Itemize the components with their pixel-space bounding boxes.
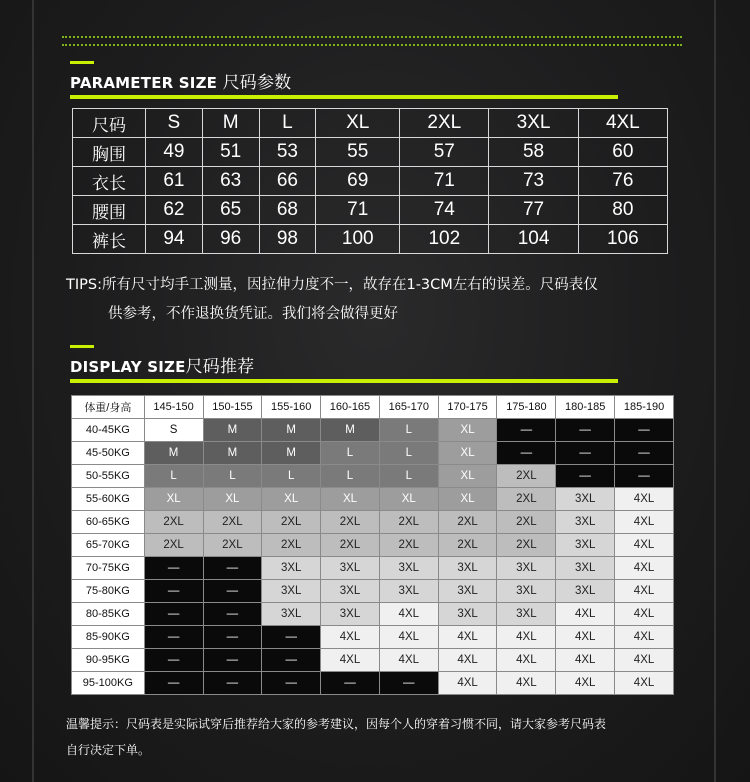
recommended-size-cell: 2XL — [144, 511, 203, 534]
recommended-size-cell: XL — [262, 488, 321, 511]
measure-value-cell: 96 — [202, 225, 259, 254]
tips-line-1: TIPS:所有尺寸均手工测量，因拉伸力度不一，故存在1-3CM左右的误差。尺码表仅 — [66, 277, 598, 293]
measure-value-cell: 74 — [400, 196, 489, 225]
no-size-cell: — — [144, 626, 203, 649]
no-size-cell: — — [262, 649, 321, 672]
recommended-size-cell: 3XL — [438, 580, 497, 603]
recommended-size-cell: 4XL — [615, 603, 674, 626]
measure-value-cell: 63 — [202, 167, 259, 196]
weight-range-label: 60-65KG — [72, 511, 145, 534]
size-row — [73, 225, 668, 254]
rec-row — [72, 419, 674, 442]
recommended-size-cell: L — [379, 465, 438, 488]
no-size-cell: — — [203, 649, 262, 672]
size-header-cell: M — [202, 109, 259, 138]
weight-range-label: 45-50KG — [72, 442, 145, 465]
recommended-size-cell: 3XL — [262, 580, 321, 603]
no-size-cell: — — [144, 580, 203, 603]
recommended-size-cell: 2XL — [321, 511, 380, 534]
header-label-cell: 尺码 — [73, 109, 146, 138]
no-size-cell: — — [203, 580, 262, 603]
recommended-size-cell: 2XL — [144, 534, 203, 557]
recommended-size-cell: 4XL — [556, 649, 615, 672]
recommended-size-cell: 3XL — [321, 580, 380, 603]
recommended-size-cell: M — [321, 419, 380, 442]
measure-value-cell: 71 — [400, 167, 489, 196]
weight-range-label: 80-85KG — [72, 603, 145, 626]
weight-range-label: 75-80KG — [72, 580, 145, 603]
no-size-cell: — — [556, 442, 615, 465]
recommended-size-cell: XL — [438, 488, 497, 511]
recommended-size-cell: 3XL — [556, 534, 615, 557]
no-size-cell: — — [203, 557, 262, 580]
recommended-size-cell: 4XL — [438, 626, 497, 649]
no-size-cell: — — [203, 626, 262, 649]
rec-row — [72, 511, 674, 534]
recommended-size-cell: XL — [438, 419, 497, 442]
recommended-size-cell: 4XL — [615, 580, 674, 603]
note-line-1: 温馨提示：尺码表是实际试穿后推荐给大家的参考建议，因每个人的穿着习惯不同，请大家参考尺码表 — [66, 717, 607, 731]
size-header-cell: 3XL — [489, 109, 578, 138]
recommended-size-cell: 4XL — [615, 649, 674, 672]
measure-value-cell: 71 — [316, 196, 400, 225]
note-line-2: 自行决定下单。 — [66, 743, 151, 757]
recommended-size-cell: 2XL — [497, 465, 556, 488]
recommended-size-cell: 3XL — [556, 511, 615, 534]
measure-value-cell: 49 — [146, 138, 203, 167]
recommended-size-cell: L — [144, 465, 203, 488]
height-range-header: 170-175 — [438, 396, 497, 419]
recommended-size-cell: L — [379, 419, 438, 442]
frame-line-left — [32, 0, 34, 782]
recommended-size-cell: 4XL — [379, 649, 438, 672]
no-size-cell: — — [144, 672, 203, 695]
recommended-size-cell: L — [321, 465, 380, 488]
rec-header-row — [72, 396, 674, 419]
weight-range-label: 65-70KG — [72, 534, 145, 557]
recommended-size-cell: M — [203, 442, 262, 465]
size-header-cell: L — [259, 109, 316, 138]
recommended-size-cell: L — [203, 465, 262, 488]
no-size-cell: — — [556, 465, 615, 488]
recommended-size-cell: 3XL — [556, 557, 615, 580]
recommended-size-cell: 2XL — [497, 488, 556, 511]
measure-label-cell: 裤长 — [73, 225, 146, 254]
heading-accent-tick — [70, 61, 94, 64]
heading-cn: 尺码推荐 — [185, 357, 255, 377]
rec-row — [72, 442, 674, 465]
recommended-size-cell: 3XL — [497, 603, 556, 626]
measure-value-cell: 55 — [316, 138, 400, 167]
rec-row — [72, 649, 674, 672]
measure-value-cell: 68 — [259, 196, 316, 225]
recommended-size-cell: 3XL — [379, 580, 438, 603]
height-range-header: 150-155 — [203, 396, 262, 419]
measure-value-cell: 62 — [146, 196, 203, 225]
frame-line-right — [714, 0, 716, 782]
heading-accent-tick — [70, 345, 94, 348]
recommended-size-cell: L — [379, 442, 438, 465]
recommended-size-cell: M — [262, 442, 321, 465]
measure-label-cell: 腰围 — [73, 196, 146, 225]
recommended-size-cell: XL — [321, 488, 380, 511]
weight-range-label: 55-60KG — [72, 488, 145, 511]
height-range-header: 165-170 — [379, 396, 438, 419]
rec-row — [72, 672, 674, 695]
recommended-size-cell: 3XL — [497, 557, 556, 580]
measure-value-cell: 80 — [578, 196, 667, 225]
recommended-size-cell: 2XL — [497, 511, 556, 534]
recommended-size-cell: 4XL — [556, 626, 615, 649]
recommended-size-cell: 3XL — [438, 557, 497, 580]
weight-range-label: 95-100KG — [72, 672, 145, 695]
recommended-size-cell: 4XL — [615, 557, 674, 580]
rec-row — [72, 465, 674, 488]
measure-value-cell: 100 — [316, 225, 400, 254]
recommended-size-cell: 2XL — [203, 534, 262, 557]
heading-en: DISPLAY SIZE — [70, 358, 186, 376]
measure-value-cell: 65 — [202, 196, 259, 225]
recommended-size-cell: 2XL — [379, 534, 438, 557]
recommended-size-cell: 3XL — [497, 580, 556, 603]
size-header-cell: S — [146, 109, 203, 138]
recommended-size-cell: 4XL — [615, 511, 674, 534]
recommended-size-cell: 4XL — [615, 488, 674, 511]
measure-value-cell: 94 — [146, 225, 203, 254]
no-size-cell: — — [203, 672, 262, 695]
recommended-size-cell: L — [262, 465, 321, 488]
recommended-size-cell: 2XL — [262, 511, 321, 534]
heading-underline — [70, 95, 618, 99]
size-recommendation-table — [71, 395, 674, 695]
recommended-size-cell: M — [203, 419, 262, 442]
no-size-cell: — — [262, 626, 321, 649]
size-header-cell: 4XL — [578, 109, 667, 138]
recommended-size-cell: 4XL — [556, 672, 615, 695]
measure-label-cell: 衣长 — [73, 167, 146, 196]
rec-row — [72, 580, 674, 603]
recommended-size-cell: 3XL — [438, 603, 497, 626]
height-range-header: 145-150 — [144, 396, 203, 419]
size-header-cell: 2XL — [400, 109, 489, 138]
size-header-cell: XL — [316, 109, 400, 138]
heading-en: PARAMETER SIZE — [70, 74, 218, 92]
rec-row — [72, 557, 674, 580]
recommended-size-cell: 3XL — [556, 488, 615, 511]
recommended-size-cell: 3XL — [321, 557, 380, 580]
size-row — [73, 138, 668, 167]
height-range-header: 175-180 — [497, 396, 556, 419]
recommended-size-cell: 3XL — [321, 603, 380, 626]
weight-range-label: 85-90KG — [72, 626, 145, 649]
recommended-size-cell: 2XL — [497, 534, 556, 557]
recommended-size-cell: 2XL — [379, 511, 438, 534]
rec-row — [72, 603, 674, 626]
recommended-size-cell: 3XL — [379, 557, 438, 580]
rec-row — [72, 488, 674, 511]
weight-range-label: 90-95KG — [72, 649, 145, 672]
measure-value-cell: 66 — [259, 167, 316, 196]
no-size-cell: — — [262, 672, 321, 695]
weight-range-label: 70-75KG — [72, 557, 145, 580]
recommended-size-cell: XL — [379, 488, 438, 511]
measure-value-cell: 51 — [202, 138, 259, 167]
dotted-divider-top — [62, 36, 682, 38]
no-size-cell: — — [144, 557, 203, 580]
recommended-size-cell: XL — [438, 442, 497, 465]
no-size-cell: — — [615, 465, 674, 488]
recommended-size-cell: 4XL — [615, 534, 674, 557]
no-size-cell: — — [321, 672, 380, 695]
rec-row — [72, 626, 674, 649]
no-size-cell: — — [203, 603, 262, 626]
measure-value-cell: 76 — [578, 167, 667, 196]
recommended-size-cell: L — [321, 442, 380, 465]
rec-row — [72, 534, 674, 557]
no-size-cell: — — [497, 442, 556, 465]
heading-cn: 尺码参数 — [222, 73, 292, 93]
recommended-size-cell: 2XL — [203, 511, 262, 534]
recommended-size-cell: 4XL — [497, 626, 556, 649]
no-size-cell: — — [144, 603, 203, 626]
recommended-size-cell: 4XL — [497, 649, 556, 672]
recommended-size-cell: S — [144, 419, 203, 442]
measure-value-cell: 73 — [489, 167, 578, 196]
size-row — [73, 196, 668, 225]
recommended-size-cell: 4XL — [615, 672, 674, 695]
size-header-row — [73, 109, 668, 138]
size-parameter-table — [72, 108, 668, 254]
height-range-header: 185-190 — [615, 396, 674, 419]
recommended-size-cell: 4XL — [321, 649, 380, 672]
recommended-size-cell: XL — [144, 488, 203, 511]
recommended-size-cell: XL — [203, 488, 262, 511]
measure-value-cell: 77 — [489, 196, 578, 225]
measure-value-cell: 104 — [489, 225, 578, 254]
measure-value-cell: 57 — [400, 138, 489, 167]
recommended-size-cell: M — [144, 442, 203, 465]
measure-value-cell: 69 — [316, 167, 400, 196]
measure-value-cell: 61 — [146, 167, 203, 196]
recommended-size-cell: 2XL — [321, 534, 380, 557]
recommended-size-cell: 4XL — [379, 603, 438, 626]
recommended-size-cell: M — [262, 419, 321, 442]
no-size-cell: — — [144, 649, 203, 672]
measure-label-cell: 胸围 — [73, 138, 146, 167]
recommended-size-cell: 4XL — [321, 626, 380, 649]
no-size-cell: — — [556, 419, 615, 442]
no-size-cell: — — [379, 672, 438, 695]
display-size-heading — [70, 352, 254, 377]
recommended-size-cell: 3XL — [556, 580, 615, 603]
measure-value-cell: 53 — [259, 138, 316, 167]
measure-value-cell: 102 — [400, 225, 489, 254]
recommended-size-cell: 4XL — [438, 672, 497, 695]
weight-range-label: 40-45KG — [72, 419, 145, 442]
height-range-header: 180-185 — [556, 396, 615, 419]
measure-value-cell: 58 — [489, 138, 578, 167]
height-range-header: 155-160 — [262, 396, 321, 419]
recommended-size-cell: XL — [438, 465, 497, 488]
recommended-size-cell: 4XL — [438, 649, 497, 672]
height-range-header: 160-165 — [321, 396, 380, 419]
no-size-cell: — — [615, 419, 674, 442]
recommended-size-cell: 2XL — [438, 534, 497, 557]
dotted-divider-bottom — [62, 44, 682, 46]
measure-value-cell: 60 — [578, 138, 667, 167]
heading-underline — [70, 379, 618, 383]
weight-range-label: 50-55KG — [72, 465, 145, 488]
measure-value-cell: 106 — [578, 225, 667, 254]
no-size-cell: — — [615, 442, 674, 465]
weight-height-label: 体重/身高 — [72, 396, 145, 419]
recommended-size-cell: 3XL — [262, 557, 321, 580]
recommended-size-cell: 4XL — [615, 626, 674, 649]
recommended-size-cell: 4XL — [497, 672, 556, 695]
tips-line-2: 供参考，不作退换货凭证。我们将会做得更好 — [108, 306, 398, 322]
no-size-cell: — — [497, 419, 556, 442]
recommended-size-cell: 3XL — [262, 603, 321, 626]
size-row — [73, 167, 668, 196]
measure-value-cell: 98 — [259, 225, 316, 254]
reminder-note — [66, 711, 686, 763]
recommended-size-cell: 4XL — [379, 626, 438, 649]
recommended-size-cell: 4XL — [556, 603, 615, 626]
tips-text — [66, 271, 666, 329]
recommended-size-cell: 2XL — [438, 511, 497, 534]
parameter-size-heading — [70, 68, 291, 93]
recommended-size-cell: 2XL — [262, 534, 321, 557]
